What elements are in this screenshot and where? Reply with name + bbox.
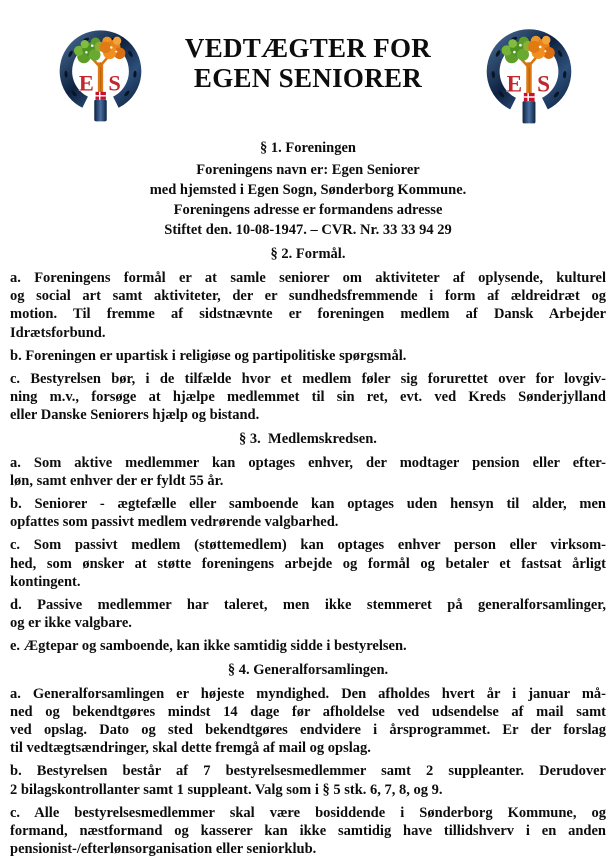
paragraph-line: e. Ægtepar og samboende, kan ikke samtidig sidde i bestyrelsen. <box>10 638 407 655</box>
paragraph-3e <box>10 637 606 655</box>
club-logo-right <box>486 28 572 126</box>
section-1 <box>10 139 606 240</box>
paragraph-line: b. Foreningen er upartisk i religiøse og partipolitiske spørgsmål. <box>10 347 407 364</box>
paragraph-line: opfattes som passivt medlem vedrørende valgbarhed. <box>10 514 339 531</box>
centered-line: Foreningens adresse er formandens adresse <box>173 202 443 218</box>
section-3 <box>10 430 606 656</box>
paragraph-2a <box>10 269 606 342</box>
title-line-1: VEDTÆGTER FOR <box>184 33 432 63</box>
paragraph-4a <box>10 685 606 758</box>
paragraph-line: ved opslag. Dato og sted bekendtgøres endvidere i årsprogrammet. Er der forslag <box>10 722 606 739</box>
section-2 <box>10 245 606 425</box>
paragraph-line: a. Foreningens formål er at samle seniorer om aktiviteter af oplysende, kulturel <box>10 270 606 286</box>
paragraph-3a <box>10 454 606 490</box>
section-heading: § 4. Generalforsamlingen. <box>227 661 389 678</box>
section-heading: § 3. Medlemskredsen. <box>239 430 377 447</box>
paragraph-3d <box>10 596 606 632</box>
centered-line: Stiftet den. 10-08-1947. – CVR. Nr. 33 33 94 29 <box>164 222 452 238</box>
club-logo-left <box>59 29 142 124</box>
paragraph-line: ned og bekendtgøres mindst 14 dage før afholdelse ved udsendelse af mail samt <box>10 703 606 720</box>
paragraph-line: c. Alle bestyrelsesmedlemmer skal være bosiddende i Sønderborg Kommune, og <box>10 804 606 821</box>
paragraph-line: og er ikke valgbare. <box>10 615 132 632</box>
section-heading: § 1. Foreningen <box>260 140 356 156</box>
title-line-2: EGEN SENIORER <box>193 63 423 93</box>
paragraph-line: c. Som passivt medlem (støttemedlem) kan optages enhver person eller virksom- <box>10 537 606 554</box>
paragraph-line: til vedtægtsændringer, skal dette fremgå af mail og opslag. <box>10 740 371 757</box>
paragraph-line: b. Bestyrelsen består af 7 bestyrelsesmedlemmer samt 2 suppleanter. Derudover <box>10 763 606 780</box>
paragraph-line: eller Danske Seniorers hjælp og bistand. <box>10 407 260 424</box>
paragraph-2b <box>10 347 606 365</box>
paragraph-2c <box>10 370 606 425</box>
paragraph-line: formand, næstformand og kasserer kan ikke samtidig have tillidshverv i en anden <box>10 823 606 840</box>
paragraph-line: kontingent. <box>10 573 81 590</box>
paragraph-line: c. Bestyrelsen bør, i de tilfælde hvor et medlem føler sig forurettet over for lovgiv- <box>10 371 606 388</box>
paragraph-line: motion. Til fremme af sidstnævnte er foreningen medlem af Dansk Arbejder <box>10 306 606 323</box>
section-4 <box>10 661 606 859</box>
paragraph-line: d. Passive medlemmer har taleret, men ikke stemmeret på generalforsamlinger, <box>10 597 606 614</box>
paragraph-line: a. Som aktive medlemmer kan optages enhver, der modtager pension eller efter- <box>10 454 606 471</box>
paragraph-line: 2 bilagskontrollanter samt 1 suppleant. Valg som i § 5 stk. 6, 7, 8, og 9. <box>10 781 443 798</box>
paragraph-3b <box>10 495 606 531</box>
paragraph-line: Idrætsforbund. <box>10 324 106 341</box>
paragraph-line: pensionist-/efterlønsorganisation eller seniorklub. <box>10 841 317 858</box>
horseshoe-tree-icon <box>59 29 142 124</box>
paragraph-line: løn, samt enhver der er fyldt 55 år. <box>10 472 224 489</box>
paragraph-line: a. Generalforsamlingen er højeste myndighed. Den afholdes hvert år i januar må- <box>10 685 606 702</box>
paragraph-line: hed, som ønsker at støtte foreningens arbejde og formål og betaler et fastsat årligt <box>10 555 606 572</box>
paragraph-4b <box>10 762 606 798</box>
paragraph-4c <box>10 804 606 859</box>
centered-line: med hjemsted i Egen Sogn, Sønderborg Kommune. <box>149 182 467 198</box>
paragraph-line: og social art samt aktiviteter, der er sundhedsfremmende i form af ældreidræt og <box>10 288 606 305</box>
document-body <box>10 139 606 858</box>
centered-line: Foreningens navn er: Egen Seniorer <box>196 162 420 178</box>
paragraph-line: ning m.v., forsøge at hjælpe medlemmet til sin ret, evt. ved Kreds Sønderjylland <box>10 389 606 406</box>
paragraph-line: b. Seniorer - ægtefælle eller samboende kan optages uden hensyn til alder, men <box>10 496 606 513</box>
paragraph-3c <box>10 536 606 591</box>
horseshoe-tree-icon <box>486 28 572 126</box>
section-heading: § 2. Formål. <box>270 246 346 262</box>
